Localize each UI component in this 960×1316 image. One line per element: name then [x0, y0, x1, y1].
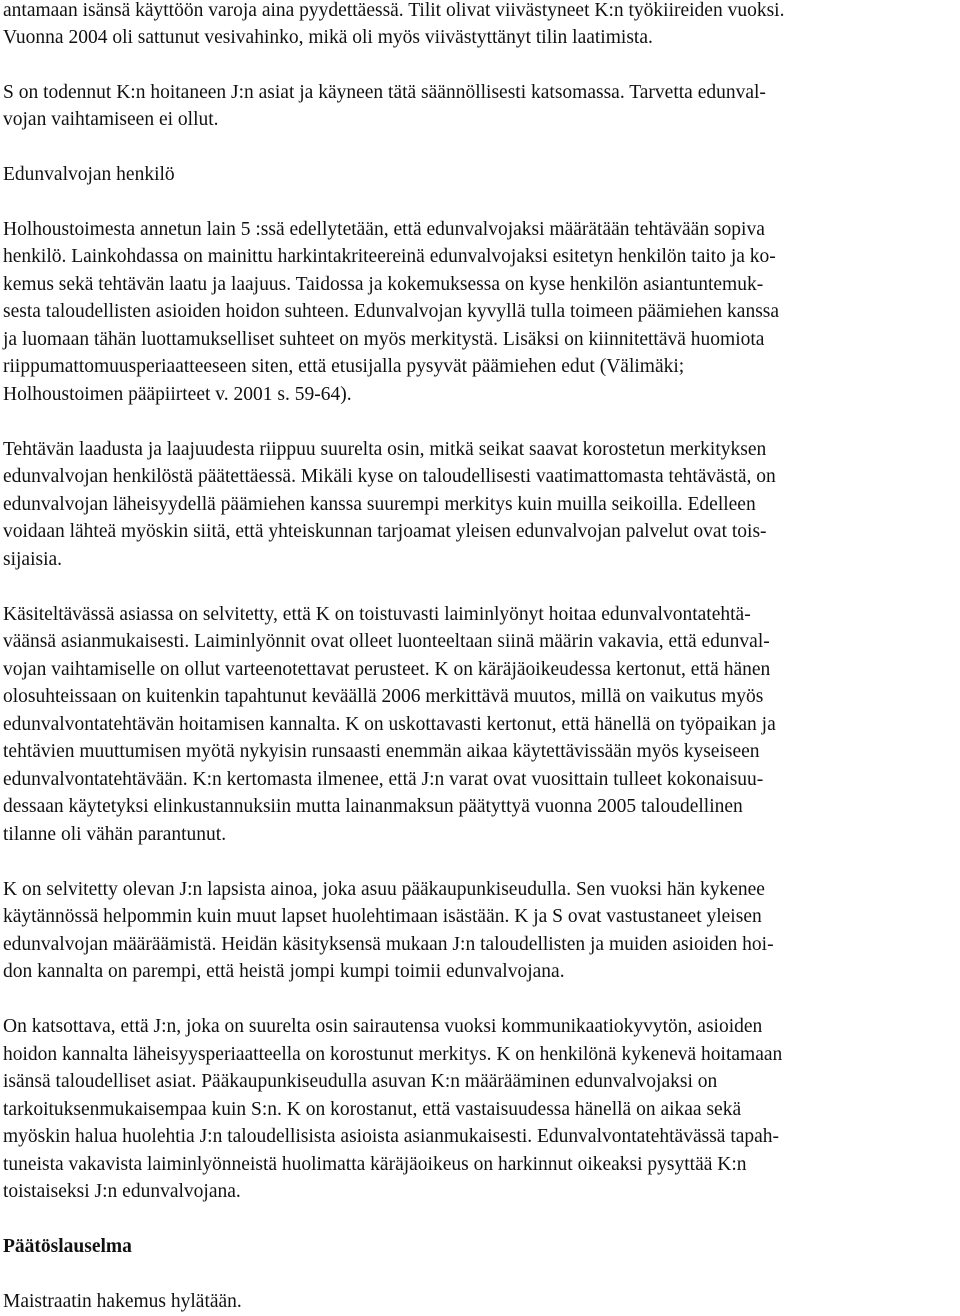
- ruling-text: Maistraatin hakemus hylätään.: [3, 1291, 242, 1312]
- text-line: tilanne oli vähän parantunut.: [3, 824, 227, 845]
- text-line: tarkoituksenmukaisempaa kuin S:n. K on korostanut, että vastaisuudessa hänellä on aikaa sekä: [3, 1099, 742, 1120]
- text-line: väänsä asianmukaisesti. Laiminlyönnit ovat olleet luonteeltaan siinä määrin vakavia, että edunval-: [3, 631, 770, 652]
- text-line: käytännössä helpommin kuin muut lapset huolehtimaan isästään. K ja S ovat vastustaneet yleisen: [3, 906, 762, 927]
- text-line: edunvalvojan henkilöstä päätettäessä. Mikäli kyse on taloudellisesti vaatimattomasta tehtävästä, on: [3, 466, 776, 487]
- text-line: K on selvitetty olevan J:n lapsista ainoa, joka asuu pääkaupunkiseudulla. Sen vuoksi hän kykenee: [3, 879, 765, 900]
- text-line: toistaiseksi J:n edunvalvojana.: [3, 1181, 241, 1202]
- text-line: edunvalvontatehtävän hoitamisen kannalta. K on uskottavasti kertonut, että hänellä on työpaikan ja: [3, 714, 776, 735]
- text-line: S on todennut K:n hoitaneen J:n asiat ja käyneen tätä säännöllisesti katsomassa. Tarvetta edunval-: [3, 82, 766, 103]
- text-line: Tehtävän laadusta ja laajuudesta riippuu suurelta osin, mitkä seikat saavat korostetun merkityksen: [3, 439, 767, 460]
- text-line: On katsottava, että J:n, joka on suurelta osin sairautensa vuoksi kommunikaatiokyvytön, asioiden: [3, 1016, 763, 1037]
- text-line: ja luomaan tähän luottamukselliset suhteet on myös merkitystä. Lisäksi on kiinnitettävä huomiota: [3, 329, 765, 350]
- text-line: edunvalvontatehtävään. K:n kertomasta ilmenee, että J:n varat ovat vuosittain tulleet kokonaisuu-: [3, 769, 764, 790]
- text-line: don kannalta on parempi, että heistä jompi kumpi toimii edunvalvojana.: [3, 961, 565, 982]
- text-line: tuneista vakavista laiminlyönneistä huolimatta käräjäoikeus on harkinnut oikeaksi pysyttää K:n: [3, 1154, 747, 1175]
- text-line: edunvalvojan läheisyydellä päämiehen kanssa suurempi merkitys kuin muilla seikoilla. Edelleen: [3, 494, 756, 515]
- section-heading: Edunvalvojan henkilö: [3, 164, 175, 185]
- text-line: Holhoustoimen pääpiirteet v. 2001 s. 59-64).: [3, 384, 352, 405]
- text-line: riippumattomuusperiaatteeseen siten, että etusijalla pysyvät päämiehen edut (Välimäki;: [3, 356, 685, 377]
- text-line: kemus sekä tehtävän laatu ja laajuus. Taidossa ja kokemuksessa on kyse henkilön asiantuntemuk-: [3, 274, 764, 295]
- text-line: henkilö. Lainkohdassa on mainittu harkintakriteereinä edunvalvojaksi esitetyn henkilön taito ja ko-: [3, 246, 776, 267]
- text-line: Käsiteltävässä asiassa on selvitetty, että K on toistuvasti laiminlyönyt hoitaa edunvalvontatehtä-: [3, 604, 751, 625]
- text-line: myöskin halua huolehtia J:n taloudellisista asioista asianmukaisesti. Edunvalvontatehtävässä tapah-: [3, 1126, 780, 1147]
- text-line: olosuhteissaan on kuitenkin tapahtunut keväällä 2006 merkittävä muutos, millä on vaikutus myös: [3, 686, 764, 707]
- text-line: sesta taloudellisten asioiden hoidon suhteen. Edunvalvojan kyvyllä tulla toimeen päämiehen kanssa: [3, 301, 780, 322]
- text-line: voidaan lähteä myöskin siitä, että yhteiskunnan tarjoamat yleisen edunvalvojan palvelut ovat tois-: [3, 521, 767, 542]
- text-line: isänsä taloudelliset asiat. Pääkaupunkiseudulla asuvan K:n määrääminen edunvalvojaksi on: [3, 1071, 718, 1092]
- text-line: sijaisia.: [3, 549, 63, 570]
- text-line: antamaan isänsä käyttöön varoja aina pyydettäessä. Tilit olivat viivästyneet K:n työkiireiden vuoksi.: [3, 0, 785, 21]
- text-line: vojan vaihtamiseen ei ollut.: [3, 109, 219, 130]
- text-line: edunvalvojan määräämistä. Heidän käsityksensä mukaan J:n taloudellisten ja muiden asioiden hoi-: [3, 934, 774, 955]
- text-line: Holhoustoimesta annetun lain 5 :ssä edellytetään, että edunvalvojaksi määrätään tehtävään sopiva: [3, 219, 765, 240]
- text-line: tehtävien muuttumisen myötä nykyisin runsaasti enemmän aikaa käytettävissään myös kyseiseen: [3, 741, 760, 762]
- text-line: hoidon kannalta läheisyysperiaatteella on korostunut merkitys. K on henkilönä kykenevä hoitamaan: [3, 1044, 783, 1065]
- text-line: Vuonna 2004 oli sattunut vesivahinko, mikä oli myös viivästyttänyt tilin laatimista.: [3, 27, 653, 48]
- ruling-heading: Päätöslauselma: [3, 1236, 132, 1257]
- text-line: vojan vaihtamiselle on ollut varteenotettavat perusteet. K on käräjäoikeudessa kertonut, että hänen: [3, 659, 771, 680]
- text-line: dessaan käytetyksi elinkustannuksiin mutta lainanmaksun päätyttyä vuonna 2005 taloudellinen: [3, 796, 743, 817]
